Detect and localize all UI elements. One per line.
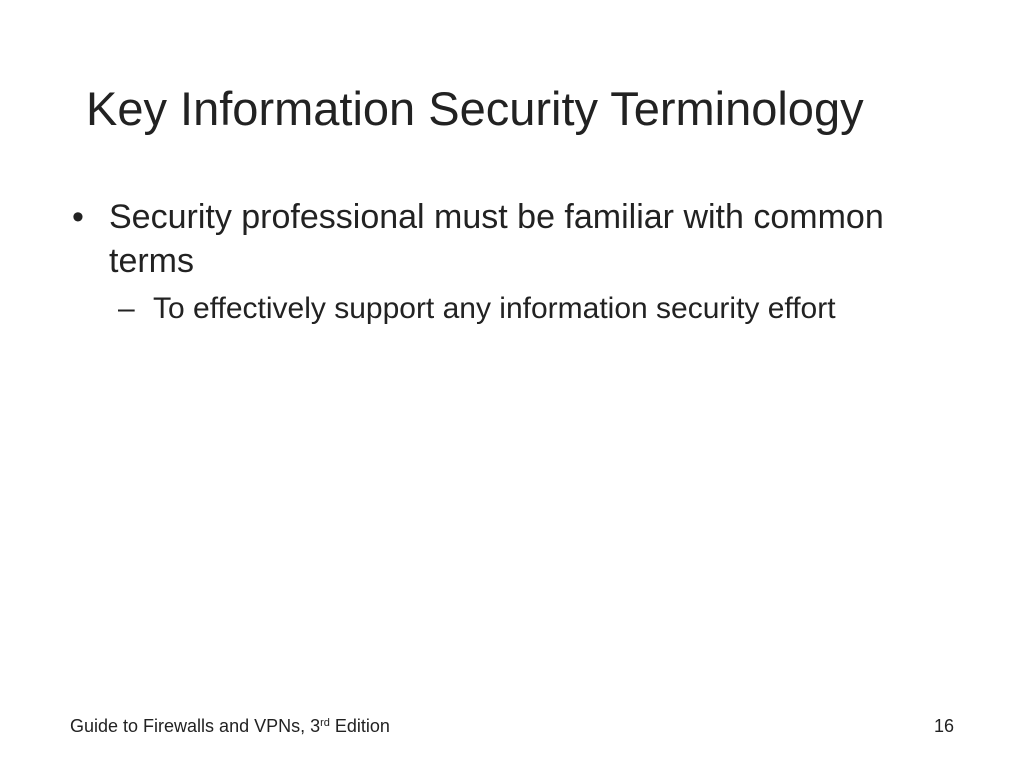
footer-source-superscript: rd: [320, 717, 330, 729]
page-number: 16: [933, 716, 954, 736]
sub-bullet-marker: –: [118, 292, 135, 325]
sub-bullet-text: To effectively support any information security effort: [153, 292, 836, 325]
bullet-text: Security professional must be familiar with common terms: [109, 198, 884, 280]
slide-title: Key Information Security Terminology: [86, 82, 864, 135]
slide-body: [72, 195, 972, 329]
bullet-item: [72, 195, 972, 283]
sub-bullet-item: [118, 289, 972, 329]
footer-source-suffix: Edition: [329, 716, 390, 736]
bullet-marker: •: [72, 198, 84, 236]
footer-source-prefix: Guide to Firewalls and VPNs, 3: [70, 716, 321, 736]
footer-source: [70, 715, 390, 737]
